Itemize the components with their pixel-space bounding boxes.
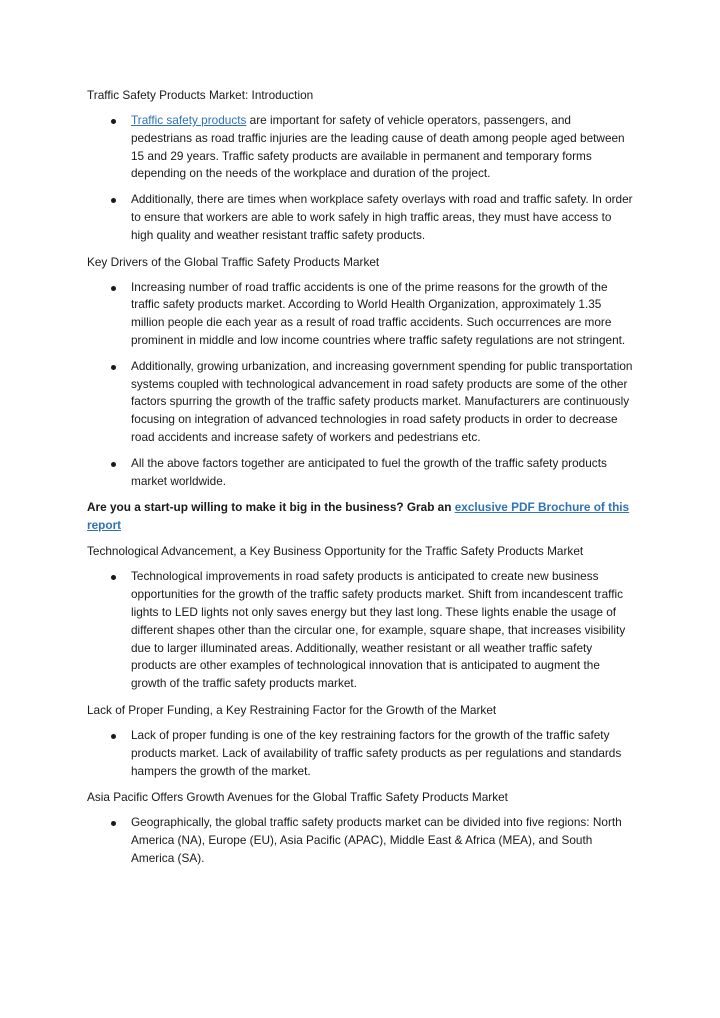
- cta-text: Are you a start-up willing to make it big in the business? Grab an: [87, 500, 455, 515]
- bullet-icon: [111, 575, 116, 580]
- list-item-text: All the above factors together are anticipated to fuel the growth of the traffic safety products market worldwide.: [131, 455, 607, 488]
- list-item: [87, 727, 634, 780]
- list-item: [87, 279, 634, 350]
- list-item-text: are important for safety of vehicle operators, passengers, and pedestrians as road traffic injuries are the leading cause of death among people aged between 15 and 29 years. Traffic safety products are available in permanent and temporary forms depending on the needs of the workplace and duration of the project.: [131, 113, 625, 181]
- cta-paragraph: [87, 498, 634, 534]
- list-item-text: Geographically, the global traffic safety products market can be divided into five regions: North America (NA), Europe (EU), Asia Pacific (APAC), Middle East & Africa (MEA), and South America (SA).: [131, 815, 622, 865]
- list-item-text: Additionally, there are times when workplace safety overlays with road and traffic safety. In order to ensure that workers are able to work safely in high traffic areas, they must have access to high quality and weather resistant traffic safety products.: [131, 192, 633, 242]
- list-item-text: Additionally, growing urbanization, and increasing government spending for public transportation systems coupled with technological advancement in road safety products are some of the other factors spurring the growth of the traffic safety products market. Manufacturers are continuously focusing on integration of advanced technologies in road safety products in order to decrease road accidents and increase safety of workers and pedestrians etc.: [131, 358, 633, 444]
- traffic-safety-products-link[interactable]: Traffic safety products: [131, 113, 247, 127]
- list-item-text: Lack of proper funding is one of the key restraining factors for the growth of the traffic safety products market. Lack of availability of traffic safety products as per regulations and standards hampers the growth of the market.: [131, 727, 622, 778]
- pdf-brochure-link[interactable]: exclusive PDF Brochure of this report: [87, 500, 630, 533]
- drivers-heading: Key Drivers of the Global Traffic Safety Products Market: [87, 254, 380, 269]
- list-item: [87, 455, 634, 491]
- intro-heading: Traffic Safety Products Market: Introduction: [87, 88, 314, 102]
- bullet-icon: [111, 198, 116, 203]
- technology-heading: Technological Advancement, a Key Business Opportunity for the Traffic Safety Products Market: [87, 544, 584, 559]
- list-item: [87, 568, 634, 693]
- apac-heading: Asia Pacific Offers Growth Avenues for the Global Traffic Safety Products Market: [87, 790, 508, 805]
- funding-list: [87, 727, 634, 780]
- bullet-icon: [111, 734, 116, 739]
- list-item: [87, 814, 634, 867]
- bullet-icon: [111, 462, 116, 467]
- apac-list: [87, 814, 634, 867]
- bullet-icon: [111, 821, 116, 826]
- bullet-icon: [111, 286, 116, 291]
- funding-heading: Lack of Proper Funding, a Key Restraining Factor for the Growth of the Market: [87, 702, 497, 717]
- list-item: [87, 358, 634, 447]
- intro-list: [87, 112, 634, 245]
- bullet-icon: [111, 119, 116, 124]
- technology-list: [87, 568, 634, 693]
- list-item-text: Technological improvements in road safety products is anticipated to create new business opportunities for the growth of the traffic safety products market. Shift from incandescent traffic lights to LED lights not only saves energy but they last long. These lights enable the usage of different shapes other than the circular one, for example, square shape, that increases visibility due to larger illuminated areas. Additionally, weather resistant or all weather traffic safety products are other examples of technological innovation that is anticipated to augment the growth of the traffic safety products market.: [131, 569, 626, 691]
- list-item: [87, 191, 634, 244]
- list-item: [87, 112, 634, 183]
- list-item-text: Increasing number of road traffic accidents is one of the prime reasons for the growth of the traffic safety products market. According to World Health Organization, approximately 1.35 million people die each year as a result of road traffic accidents. Such occurrences are more prominent in middle and low income countries where traffic safety regulations are not stringent.: [131, 279, 626, 347]
- bullet-icon: [111, 365, 116, 370]
- drivers-list: [87, 279, 634, 491]
